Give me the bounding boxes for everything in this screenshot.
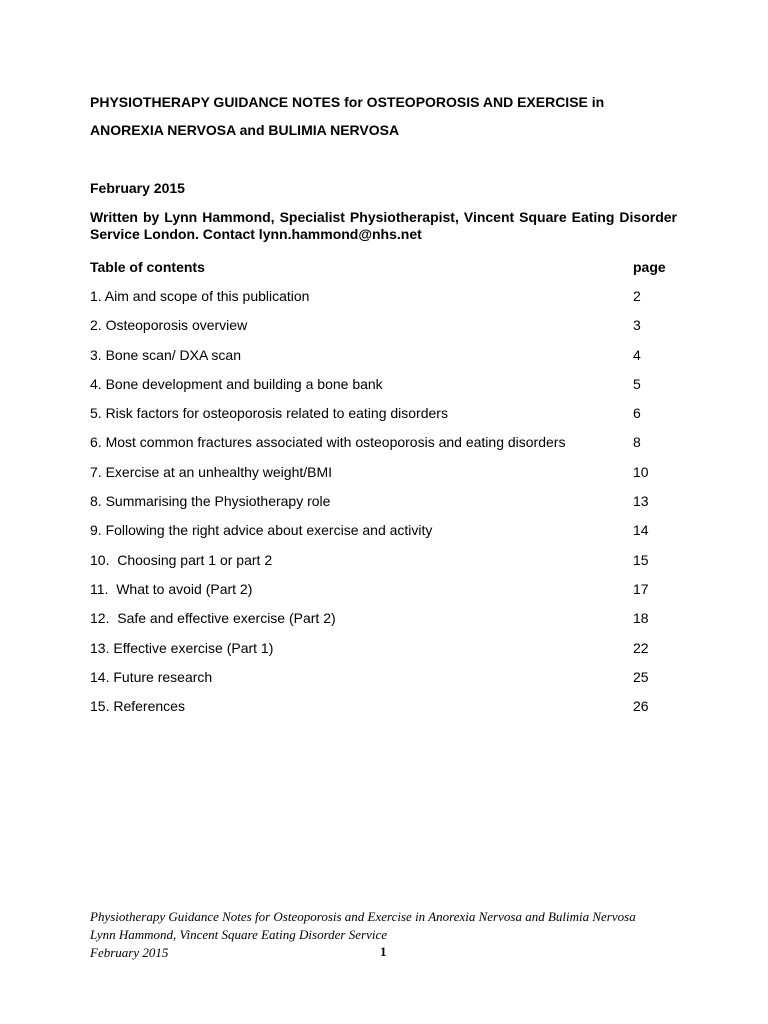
toc-item-label: 7. Exercise at an unhealthy weight/BMI: [90, 463, 333, 480]
page-number: 1: [380, 944, 387, 959]
toc-item-page: 15: [633, 551, 649, 568]
title-segment: for: [344, 94, 363, 110]
title-segment: BULIMIA NERVOSA: [264, 122, 400, 138]
toc-item: [90, 347, 670, 376]
toc-item: [90, 581, 670, 610]
toc-item-page: 2: [633, 288, 641, 304]
page-footer: [90, 908, 690, 962]
document-date: February 2015: [90, 180, 185, 196]
toc-item: [90, 464, 670, 493]
toc-item-page: 3: [633, 317, 641, 334]
footer-line-title: Physiotherapy Guidance Notes for Osteoporosis and Exercise in Anorexia Nervosa and Bulimia Nervosa: [90, 909, 636, 924]
toc-item-page: 6: [633, 405, 641, 422]
toc-item-page: 17: [633, 580, 649, 597]
title-segment: in: [591, 94, 605, 110]
document-title-line-2: [90, 122, 399, 138]
toc-item-page: 10: [633, 463, 649, 480]
toc-item: [90, 522, 670, 551]
title-segment: ANOREXIA NERVOSA: [90, 122, 240, 138]
title-segment: OSTEOPOROSIS AND EXERCISE: [362, 94, 592, 110]
toc-item-label: 6. Most common fractures associated with osteoporosis and eating disorders: [90, 434, 566, 451]
title-segment: and: [239, 122, 265, 138]
toc-item: [90, 493, 670, 522]
toc-item-label: 1. Aim and scope of this publication: [90, 288, 310, 304]
toc-item-label: 15. References: [90, 698, 185, 715]
toc-item-page: 26: [633, 698, 649, 715]
toc-item-page: 13: [633, 493, 649, 510]
toc-item-label: 9. Following the right advice about exercise and activity: [90, 522, 433, 539]
footer-line-date: February 2015: [90, 945, 169, 960]
toc-item-page: 18: [633, 610, 649, 627]
toc-item: [90, 698, 670, 727]
toc-item: [90, 640, 670, 669]
toc-item-label: 8. Summarising the Physiotherapy role: [90, 493, 331, 510]
toc-item: [90, 317, 670, 346]
toc-item-page: 8: [633, 434, 641, 451]
toc-item-label: 3. Bone scan/ DXA scan: [90, 346, 241, 363]
footer-line-author: Lynn Hammond, Vincent Square Eating Disorder Service: [90, 927, 387, 942]
toc-item-label: 10. Choosing part 1 or part 2: [90, 551, 273, 568]
toc-list: [90, 288, 670, 727]
toc-item-label: 5. Risk factors for osteoporosis related to eating disorders: [90, 405, 448, 422]
toc-item-page: 14: [633, 522, 649, 539]
author-line: Written by Lynn Hammond, Specialist Physiotherapist, Vincent Square Eating Disorder Service London. Contact lynn.hammond@nhs.net: [90, 209, 677, 242]
document-title-line-1: [90, 94, 604, 110]
toc-item-page: 25: [633, 668, 649, 685]
toc-item: [90, 610, 670, 639]
toc-item: [90, 434, 670, 463]
toc-item-page: 5: [633, 375, 641, 392]
toc-item-page: 4: [633, 346, 641, 363]
toc-item-page: 22: [633, 639, 649, 656]
toc-item: [90, 552, 670, 581]
toc-item-label: 11. What to avoid (Part 2): [90, 580, 253, 597]
toc-item: [90, 376, 670, 405]
toc-item: [90, 669, 670, 698]
title-segment: PHYSIOTHERAPY GUIDANCE NOTES: [90, 94, 345, 110]
toc-item-label: 2. Osteoporosis overview: [90, 317, 248, 334]
toc-item: [90, 288, 670, 317]
toc-item-label: 13. Effective exercise (Part 1): [90, 639, 274, 656]
toc-item-label: 4. Bone development and building a bone bank: [90, 375, 383, 392]
toc-page-heading: page: [633, 259, 666, 275]
toc-heading: Table of contents: [90, 259, 205, 275]
toc-item-label: 12. Safe and effective exercise (Part 2): [90, 610, 336, 627]
toc-item-label: 14. Future research: [90, 668, 213, 685]
toc-item: [90, 405, 670, 434]
